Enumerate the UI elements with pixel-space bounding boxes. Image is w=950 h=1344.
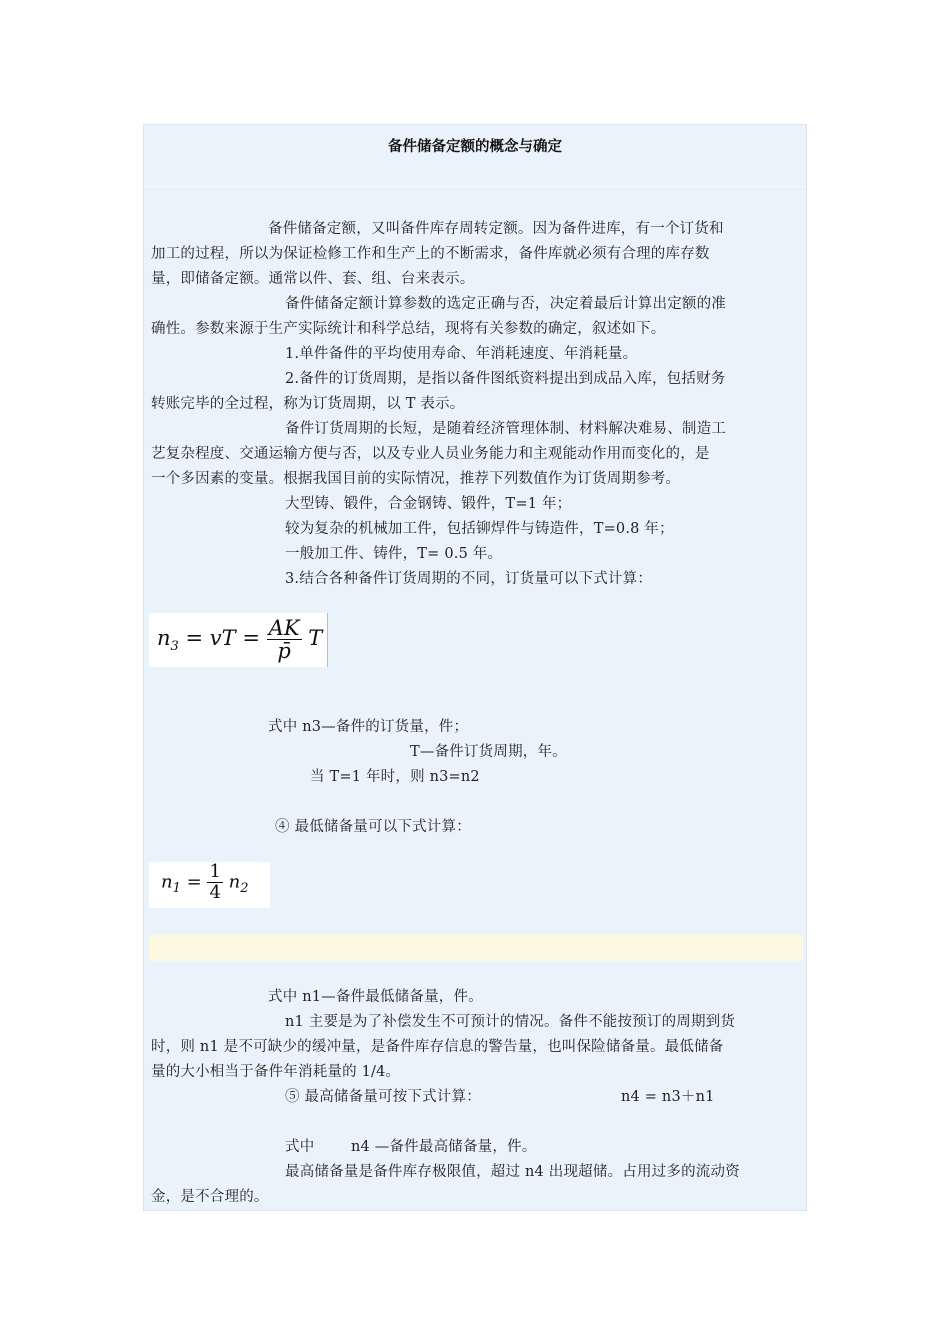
paragraph-line: 一般加工件、铸件，T= 0.5 年。 (285, 546, 503, 562)
paragraph-line: 式中 n1—备件最低储备量，件。 (268, 989, 483, 1005)
article-title: 备件储备定额的概念与确定 (388, 139, 562, 155)
paragraph-line: 3.结合各种备件订货周期的不同，订货量可以下式计算： (285, 571, 653, 587)
paragraph-line: n4 —备件最高储备量，件。 (351, 1139, 537, 1155)
paragraph-line: 备件储备定额计算参数的选定正确与否，决定着最后计算出定额的准 (285, 296, 726, 312)
article-panel (143, 124, 807, 1211)
paragraph-line: 1.单件备件的平均使用寿命、年消耗速度、年消耗量。 (285, 346, 638, 362)
paragraph-line: 一个多因素的变量。根据我国目前的实际情况，推荐下列数值作为订货周期参考。 (151, 471, 681, 487)
paragraph-line: 当 T=1 年时，则 n3=n2 (310, 769, 480, 785)
paragraph-line: 量，即储备定额。通常以件、套、组、台来表示。 (151, 271, 475, 287)
paragraph-line: 式中 n3—备件的订货量，件； (268, 719, 469, 735)
minimum-reserve-formula: $n_1$ = $\frac{1}{4}$ $n_2$ (149, 862, 270, 908)
paragraph-line: 备件订货周期的长短，是随着经济管理体制、材料解决难易、制造工 (285, 421, 726, 437)
paragraph-line: n1 主要是为了补偿发生不可预计的情况。备件不能按预订的周期到货 (285, 1014, 736, 1030)
paragraph-line: 时，则 n1 是不可缺少的缓冲量，是备件库存信息的警告量，也叫保险储备量。最低储备 (151, 1039, 724, 1055)
paragraph-line: 确性。参数来源于生产实际统计和科学总结，现将有关参数的确定，叙述如下。 (151, 321, 666, 337)
paragraph-line: 最高储备量是备件库存极限值，超过 n4 出现超储。占用过多的流动资 (285, 1164, 740, 1180)
order-quantity-formula: $n_3$ = vT = $\frac{AK}{p̄}$ T (149, 613, 328, 667)
paragraph-line: ④ 最低储备量可以下式计算： (275, 819, 471, 835)
paragraph-line: 2.备件的订货周期，是指以备件图纸资料提出到成品入库，包括财务 (285, 371, 726, 387)
title-bar (144, 125, 806, 187)
highlight-bar (149, 935, 803, 961)
paragraph-line: 金，是不合理的。 (151, 1189, 269, 1205)
paragraph-line: 式中 (285, 1139, 315, 1155)
paragraph-line: 较为复杂的机械加工件，包括铆焊件与铸造件，T=0.8 年； (285, 521, 674, 537)
paragraph-line: 艺复杂程度、交通运输方便与否，以及专业人员业务能力和主观能动作用而变化的，是 (151, 446, 710, 462)
max-reserve-equation: n4 = n3＋n1 (621, 1089, 715, 1105)
paragraph-line: 大型铸、锻件，合金钢铸、锻件，T=1 年； (285, 496, 572, 512)
paragraph-line: 加工的过程，所以为保证检修工作和生产上的不断需求，备件库就必须有合理的库存数 (151, 246, 710, 262)
paragraph-line: 转账完毕的全过程，称为订货周期，以 T 表示。 (151, 396, 465, 412)
paragraph-line: 量的大小相当于备件年消耗量的 1/4。 (151, 1064, 401, 1080)
paragraph-line: T—备件订货周期，年。 (410, 744, 567, 760)
paragraph-line: ⑤ 最高储备量可按下式计算： (285, 1089, 481, 1105)
paragraph-line: 备件储备定额，又叫备件库存周转定额。因为备件进库，有一个订货和 (268, 221, 724, 237)
